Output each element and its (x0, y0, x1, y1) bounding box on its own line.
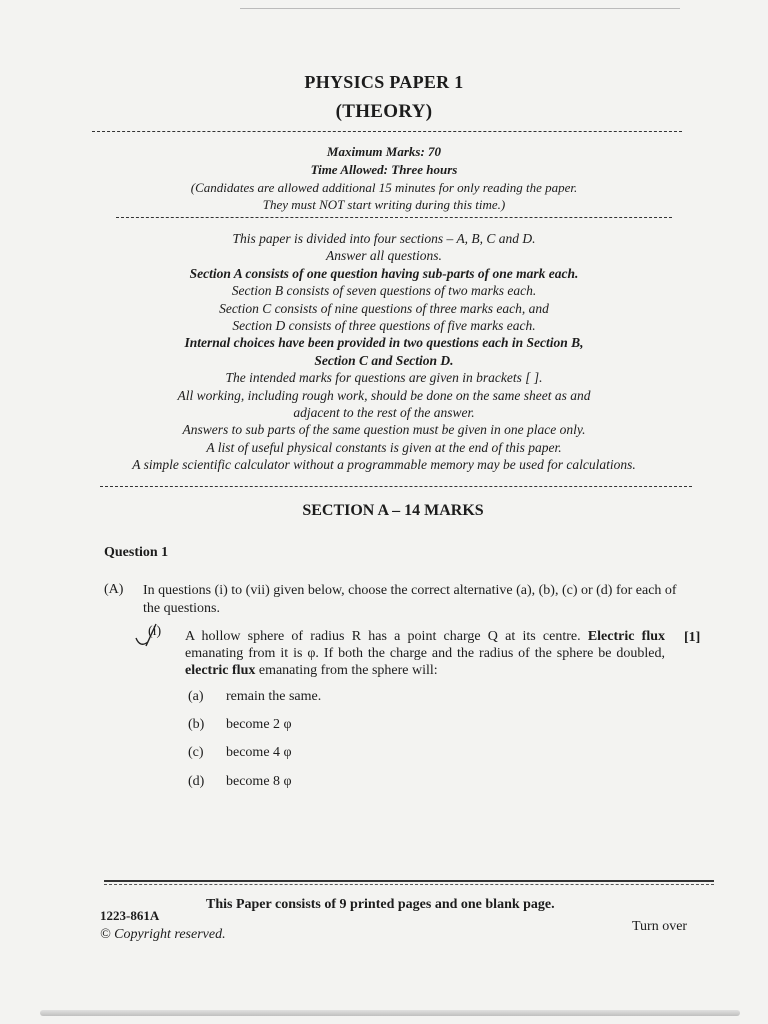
part-instruction: In questions (i) to (vii) given below, choose the correct alternative (a), (b), (c) or (d) for each of the questions. (143, 583, 677, 616)
instruction-line: Section C and Section D. (314, 352, 454, 368)
option-label: (b) (188, 717, 205, 732)
footer-rule (104, 880, 714, 882)
subquestion-label: (i) (148, 624, 162, 639)
option-text: become 8 φ (226, 774, 292, 789)
paper-title: PHYSICS PAPER 1 (304, 72, 464, 92)
option-label: (d) (188, 774, 205, 789)
instruction-line: Section B consists of seven questions of two marks each. (231, 283, 537, 299)
reading-note: (Candidates are allowed additional 15 minutes for only reading the paper. (190, 180, 578, 195)
max-marks: Maximum Marks: 70 (326, 144, 442, 159)
footer-rule (104, 884, 714, 885)
instruction-line: Answers to sub parts of the same question must be given in one place only. (182, 422, 586, 438)
page-edge-top (240, 8, 680, 9)
marks-label: [1] (684, 630, 701, 645)
divider (92, 131, 682, 132)
instruction-line: Answer all questions. (326, 248, 442, 264)
divider (100, 486, 692, 487)
divider (116, 217, 672, 218)
instruction-line: A simple scientific calculator without a programmable memory may be used for calculations. (132, 457, 636, 473)
turn-over: Turn over (632, 919, 688, 934)
instruction-line: A list of useful physical constants is given at the end of this paper. (206, 439, 562, 455)
page-edge-bottom (40, 1010, 740, 1016)
instruction-line: Section D consists of three questions of five marks each. (232, 318, 536, 334)
instruction-line: This paper is divided into four sections – A, B, C and D. (232, 231, 536, 246)
subquestion-text: A hollow sphere of radius R has a point charge Q at its centre. Electric flux emanating from it is φ. If both the charge and the radius of the sphere be doubled, electric flux emanating from the sphere will: (185, 629, 665, 678)
instruction-line: All working, including rough work, should be done on the same sheet as and (177, 387, 591, 403)
part-label: (A) (104, 582, 124, 597)
option-label: (a) (188, 689, 204, 704)
instruction-line: The intended marks for questions are given in brackets [ ]. (225, 370, 543, 386)
instruction-line: Section A consists of one question having sub-parts of one mark each. (189, 265, 579, 281)
option-text: become 2 φ (226, 717, 292, 732)
reading-note-2: They must NOT start writing during this time.) (262, 197, 506, 212)
instruction-line: Section C consists of nine questions of three marks each, and (219, 300, 549, 316)
option-text: remain the same. (226, 689, 322, 704)
option-label: (c) (188, 745, 204, 760)
section-heading: SECTION A – 14 MARKS (302, 502, 484, 519)
paper-subtitle: (THEORY) (335, 101, 433, 122)
instructions (0, 230, 768, 474)
time-allowed: Time Allowed: Three hours (310, 162, 458, 177)
copyright: © Copyright reserved. (100, 927, 226, 942)
instruction-line: Internal choices have been provided in two questions each in Section B, (184, 335, 584, 351)
paper-code: 1223-861A (100, 908, 160, 923)
pages-note: This Paper consists of 9 printed pages and one blank page. (206, 897, 555, 912)
question-label: Question 1 (104, 545, 169, 560)
instruction-line: adjacent to the rest of the answer. (293, 405, 475, 421)
option-text: become 4 φ (226, 745, 292, 760)
